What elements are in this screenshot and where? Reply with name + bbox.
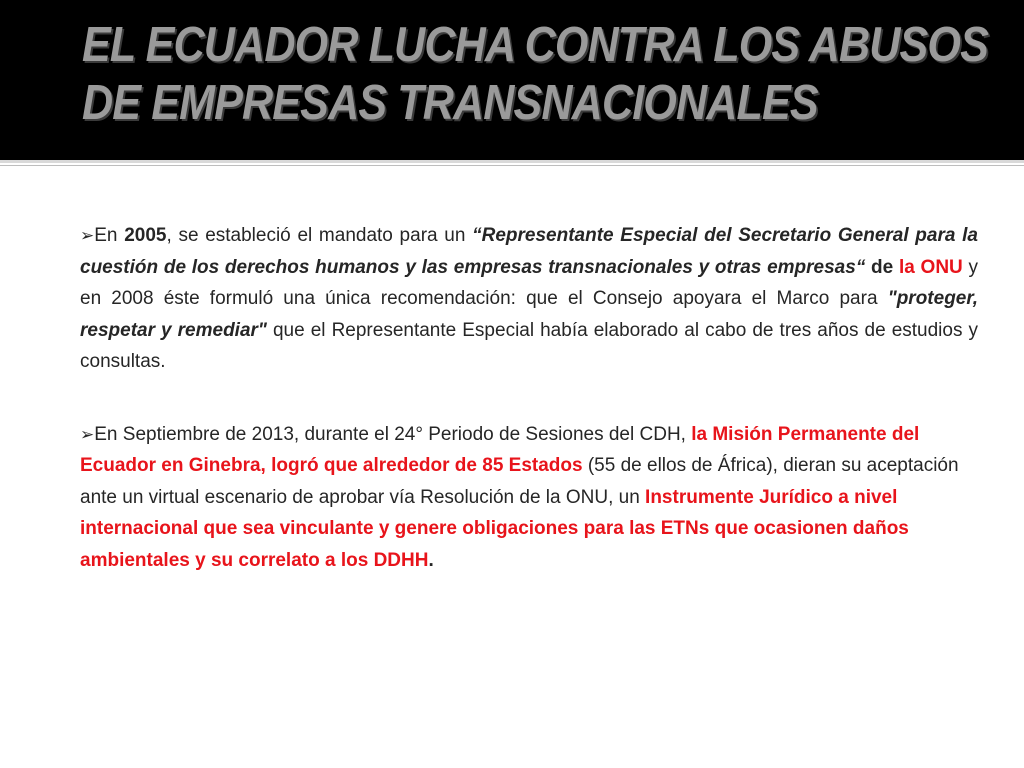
header-divider-thin (0, 165, 1024, 166)
header-divider (0, 160, 1024, 163)
p1-mandate-title: Representante Especial del Secretario General para la cuestión de los derechos humanos y las empresas transnacionales y otras empresas (80, 225, 978, 278)
p1-year: 2005 (124, 225, 167, 246)
slide-title-line-1: EL ECUADOR LUCHA CONTRA LOS ABUSOS (82, 18, 988, 72)
p1-quote-close: “ (855, 256, 866, 278)
arrow-bullet-icon: ➢ (80, 424, 95, 444)
p1-quote-open: “ (472, 225, 482, 246)
bullet-paragraph-2013 (80, 419, 978, 577)
slide-title (82, 16, 988, 132)
p1-framework: "proteger, respetar y remediar" (80, 288, 978, 341)
p2-highlight-instrument: Instrumente Jurídico a nivel internacional que sea vinculante y genere obligaciones para las ETNs que ocasionen daños ambientales y su correlato a los DDHH (80, 486, 909, 571)
slide-title-line-2: DE EMPRESAS TRANSNACIONALES (82, 76, 818, 130)
p1-de: de (865, 256, 899, 278)
p1-onu-highlight: la ONU (898, 256, 963, 278)
bullet-paragraph-2005 (80, 220, 978, 378)
p2-text-1: En Septiembre de 2013, durante el 24° Periodo de Sesiones del CDH, (94, 423, 692, 445)
p2-highlight-mission: la Misión Permanente del Ecuador en Ginebra, logró que alrededor de 85 Estados (80, 423, 920, 476)
p1-text-2: , se estableció el mandato para un (166, 225, 473, 246)
slide-body (80, 220, 978, 576)
arrow-bullet-icon: ➢ (80, 226, 95, 245)
title-banner (0, 0, 1024, 160)
p1-text-1: En (94, 225, 125, 246)
p1-text-3: y en 2008 éste formuló una única recomendación: que el Consejo apoyara el Marco para (80, 256, 978, 309)
p2-end: . (428, 549, 434, 571)
p2-text-2: (55 de ellos de África), dieran su aceptación ante un virtual escenario de aprobar vía Resolución de la ONU, un (80, 455, 959, 508)
p1-text-4: que el Representante Especial había elaborado al cabo de tres años de estudios y consultas. (80, 319, 979, 372)
